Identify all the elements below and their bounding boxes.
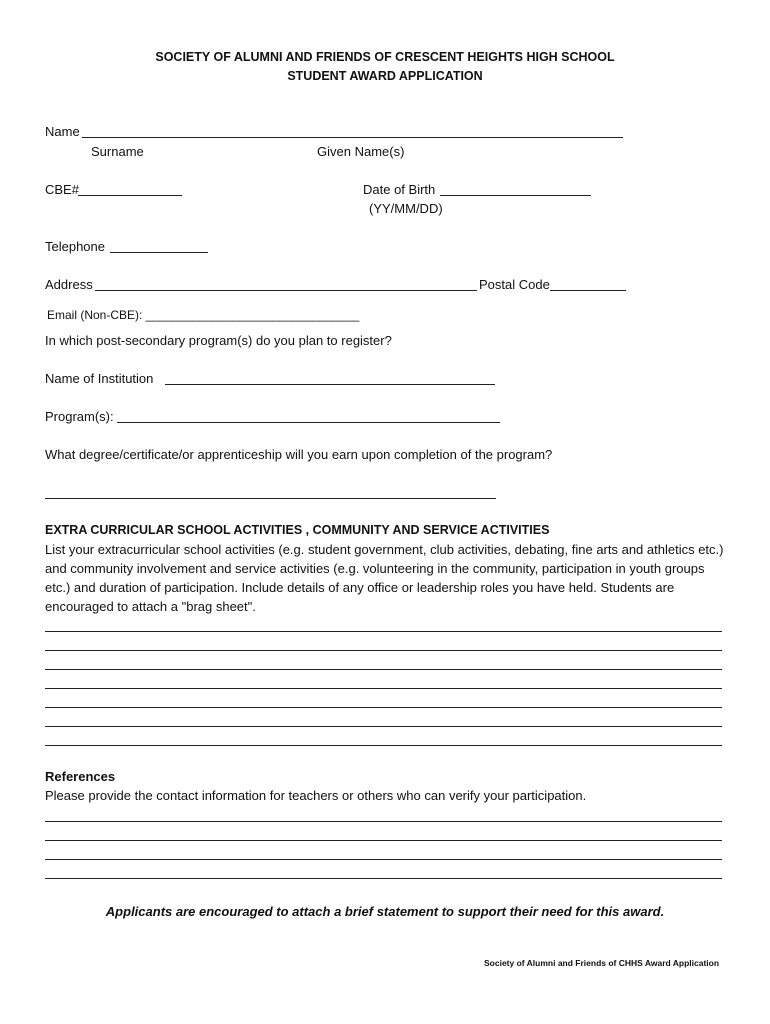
given-name-caption: Given Name(s) <box>317 144 405 159</box>
activities-line[interactable] <box>45 650 722 651</box>
references-line[interactable] <box>45 821 722 822</box>
references-line[interactable] <box>45 859 722 860</box>
dob-label: Date of Birth <box>363 182 436 197</box>
activities-heading: EXTRA CURRICULAR SCHOOL ACTIVITIES , COMMUNITY AND SERVICE ACTIVITIES <box>45 523 550 537</box>
statement-note: Applicants are encouraged to attach a brief statement to support their need for this award. <box>105 904 665 919</box>
institution-field[interactable] <box>165 384 495 385</box>
form-subtitle: STUDENT AWARD APPLICATION <box>287 69 483 83</box>
footer-caption: Society of Alumni and Friends of CHHS Award Application <box>484 958 720 968</box>
dob-field[interactable] <box>440 195 591 196</box>
references-instructions: Please provide the contact information for teachers or others who can verify your participation. <box>45 788 587 803</box>
postal-code-label: Postal Code <box>479 277 550 292</box>
telephone-field[interactable] <box>110 252 208 253</box>
address-field[interactable] <box>95 290 477 291</box>
postal-code-field[interactable] <box>550 290 626 291</box>
name-label: Name <box>45 124 80 139</box>
activities-line[interactable] <box>45 707 722 708</box>
institution-label: Name of Institution <box>45 371 154 386</box>
activities-line[interactable] <box>45 631 722 632</box>
activities-instructions: List your extracurricular school activities (e.g. student government, club activities, debating, fine arts and athletics etc.) and community involvement and service activities (e.g. volunteering in the community, participation in youth groups etc.) and duration of participation. Include details of any office or leadership roles you have held. Students are encouraged to attach a "brag sheet". <box>45 542 724 614</box>
program-question: In which post-secondary program(s) do you plan to register? <box>45 333 392 348</box>
email-label[interactable]: Email (Non-CBE): ________________________________ <box>47 308 360 322</box>
dob-format: (YY/MM/DD) <box>369 201 443 216</box>
programs-label: Program(s): <box>45 409 114 424</box>
references-line[interactable] <box>45 878 722 879</box>
telephone-label: Telephone <box>45 239 105 254</box>
references-heading: References <box>45 769 116 784</box>
activities-line[interactable] <box>45 745 722 746</box>
degree-question: What degree/certificate/or apprenticeship will you earn upon completion of the program? <box>45 447 553 462</box>
address-label: Address <box>45 277 93 292</box>
cbe-label: CBE# <box>45 182 79 197</box>
degree-field[interactable] <box>45 498 496 499</box>
activities-line[interactable] <box>45 669 722 670</box>
cbe-field[interactable] <box>78 195 182 196</box>
name-field[interactable] <box>82 137 623 138</box>
surname-caption: Surname <box>91 144 144 159</box>
form-title: SOCIETY OF ALUMNI AND FRIENDS OF CRESCENT HEIGHTS HIGH SCHOOL <box>155 50 615 64</box>
activities-line[interactable] <box>45 726 722 727</box>
activities-line[interactable] <box>45 688 722 689</box>
programs-field[interactable] <box>117 422 500 423</box>
references-line[interactable] <box>45 840 722 841</box>
